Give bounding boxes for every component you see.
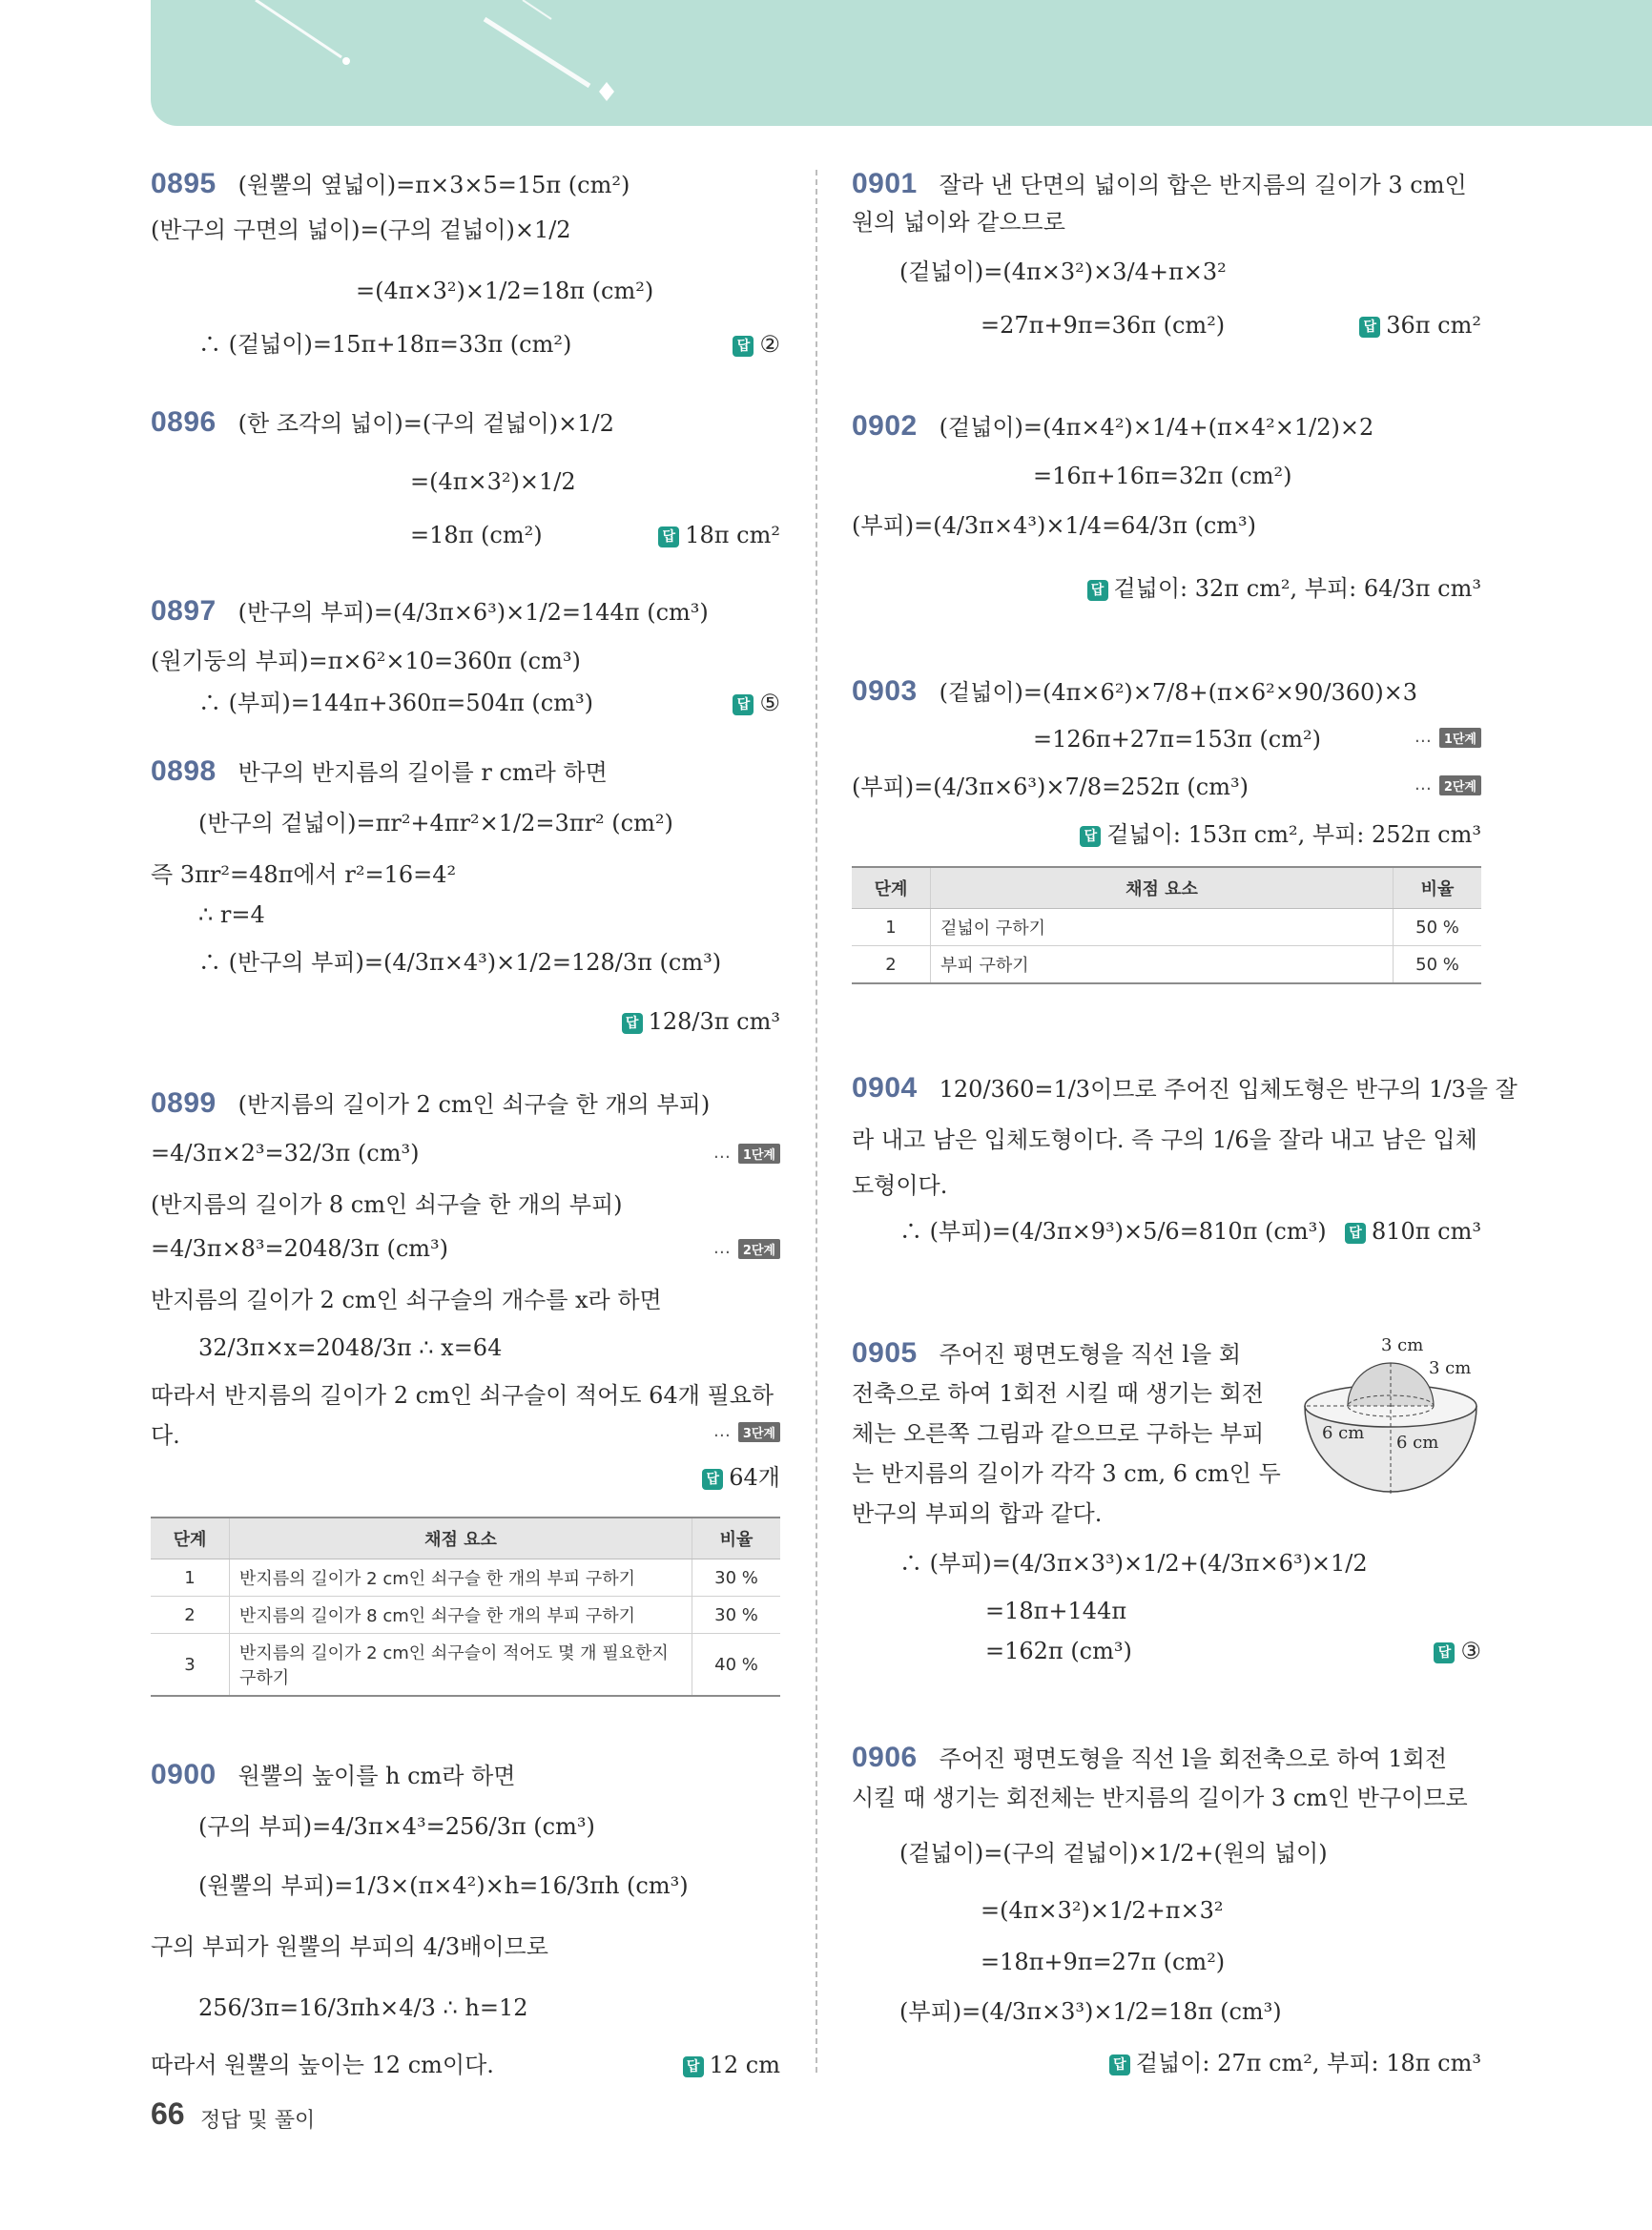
answer-icon bbox=[702, 1469, 723, 1490]
table-cell: 1 bbox=[151, 1559, 230, 1597]
problem-number: 0906 bbox=[852, 1742, 918, 1773]
problem-number: 0898 bbox=[151, 755, 217, 787]
solution-line: =(4π×3²)×1/2=18π (cm²) bbox=[356, 278, 654, 304]
solution-line: (원뿔의 부피)=1/3×(π×4²)×h=16/3πh (cm³) bbox=[198, 1872, 689, 1899]
table-row bbox=[151, 1597, 780, 1634]
answer-text: ② bbox=[759, 331, 780, 358]
step-marker: … 2단계 bbox=[713, 1238, 780, 1259]
answer-badge bbox=[658, 521, 780, 549]
problem-number: 0896 bbox=[151, 406, 217, 438]
solution-line: =4/3π×8³=2048/3π (cm³) bbox=[151, 1235, 448, 1262]
table-cell: 반지름의 길이가 2 cm인 쇠구슬 한 개의 부피 구하기 bbox=[230, 1559, 692, 1597]
solution-line: (부피)=(4/3π×6³)×7/8=252π (cm³) bbox=[852, 774, 1249, 800]
solution-line: (겉넓이)=(4π×6²)×7/8+(π×6²×90/360)×3 bbox=[939, 679, 1418, 706]
solution-line: (반구의 겉넓이)=πr²+4πr²×1/2=3πr² (cm²) bbox=[198, 810, 673, 836]
table-cell: 2 bbox=[151, 1597, 230, 1634]
answer-badge bbox=[683, 2051, 780, 2079]
solution-line: ∴ (부피)=(4/3π×9³)×5/6=810π (cm³) bbox=[899, 1218, 1327, 1245]
table-header: 채점 요소 bbox=[931, 867, 1394, 909]
step-badge: 2단계 bbox=[738, 1239, 780, 1259]
figure-label: 3 cm bbox=[1381, 1335, 1424, 1355]
step-marker: … 2단계 bbox=[1415, 774, 1481, 795]
solution-line: 반지름의 길이가 2 cm인 쇠구슬의 개수를 x라 하면 bbox=[151, 1287, 662, 1313]
table-row bbox=[852, 946, 1481, 984]
table-cell: 50 % bbox=[1394, 909, 1482, 946]
solution-line: =27π+9π=36π (cm²) bbox=[981, 312, 1226, 339]
table-header: 단계 bbox=[151, 1518, 230, 1559]
step-badge: 1단계 bbox=[738, 1144, 780, 1164]
step-badge: 2단계 bbox=[1439, 775, 1481, 795]
answer-text: 겉넓이: 27π cm², 부피: 18π cm³ bbox=[1135, 2050, 1481, 2076]
answer-icon bbox=[1359, 317, 1380, 338]
step-badge: 3단계 bbox=[738, 1422, 780, 1442]
answer-text: ⑤ bbox=[759, 690, 780, 716]
solution-line: 반구의 부피의 합과 같다. bbox=[852, 1500, 1103, 1527]
hemisphere-figure bbox=[1295, 1335, 1486, 1501]
answer-badge bbox=[1080, 820, 1481, 849]
solution-line: (원기둥의 부피)=π×6²×10=360π (cm³) bbox=[151, 648, 581, 674]
answer-text: 128/3π cm³ bbox=[648, 1008, 780, 1035]
solution-line: =16π+16π=32π (cm²) bbox=[1033, 463, 1292, 489]
figure-label: 6 cm bbox=[1322, 1423, 1365, 1443]
grading-table bbox=[151, 1517, 780, 1697]
solution-line: (부피)=(4/3π×3³)×1/2=18π (cm³) bbox=[899, 1998, 1282, 2025]
problem-number: 0899 bbox=[151, 1087, 217, 1119]
solution-line: =18π+9π=27π (cm²) bbox=[981, 1949, 1226, 1975]
solution-line: 120/360=1/3이므로 주어진 입체도형은 반구의 1/3을 잘 bbox=[939, 1076, 1518, 1103]
answer-badge bbox=[1345, 1217, 1481, 1246]
solution-line: 따라서 원뿔의 높이는 12 cm이다. bbox=[151, 2052, 494, 2078]
solution-line: 32/3π×x=2048/3π ∴ x=64 bbox=[198, 1334, 503, 1361]
answer-badge bbox=[622, 1007, 780, 1036]
solution-line: 체는 오른쪽 그림과 같으므로 구하는 부피 bbox=[852, 1420, 1265, 1447]
answer-text: 겉넓이: 32π cm², 부피: 64/3π cm³ bbox=[1113, 575, 1481, 602]
solution-line: (반지름의 길이가 8 cm인 쇠구슬 한 개의 부피) bbox=[151, 1191, 623, 1218]
answer-icon bbox=[622, 1013, 643, 1034]
problem-number: 0902 bbox=[852, 410, 918, 442]
problem-number: 0904 bbox=[852, 1072, 918, 1104]
solution-line: (겉넓이)=(4π×3²)×3/4+π×3² bbox=[899, 258, 1227, 285]
figure-label: 6 cm bbox=[1396, 1433, 1439, 1453]
answer-icon bbox=[1109, 2054, 1130, 2075]
table-header: 채점 요소 bbox=[230, 1518, 692, 1559]
solution-line: =4/3π×2³=32/3π (cm³) bbox=[151, 1140, 420, 1167]
answer-text: 겉넓이: 153π cm², 부피: 252π cm³ bbox=[1106, 821, 1481, 848]
problem-number: 0897 bbox=[151, 595, 217, 627]
solution-line: (부피)=(4/3π×4³)×1/4=64/3π (cm³) bbox=[852, 512, 1257, 539]
solution-line: 주어진 평면도형을 직선 l을 회 bbox=[939, 1341, 1242, 1368]
solution-line: 따라서 반지름의 길이가 2 cm인 쇠구슬이 적어도 64개 필요하 bbox=[151, 1382, 774, 1409]
solution-line: 는 반지름의 길이가 각각 3 cm, 6 cm인 두 bbox=[852, 1460, 1281, 1487]
solution-line: =(4π×3²)×1/2 bbox=[410, 468, 576, 495]
table-cell: 반지름의 길이가 2 cm인 쇠구슬이 적어도 몇 개 필요한지 구하기 bbox=[230, 1634, 692, 1697]
grading-table bbox=[852, 866, 1481, 984]
table-header: 비율 bbox=[1394, 867, 1482, 909]
decorative-stars-icon bbox=[151, 0, 1652, 126]
table-cell: 겉넓이 구하기 bbox=[931, 909, 1394, 946]
table-cell: 30 % bbox=[692, 1559, 781, 1597]
answer-badge bbox=[702, 1463, 780, 1492]
answer-icon bbox=[1087, 580, 1108, 601]
solution-line: 전축으로 하여 1회전 시킬 때 생기는 회전 bbox=[852, 1380, 1264, 1407]
answer-badge bbox=[1434, 1637, 1481, 1665]
solution-line: 구의 부피가 원뿔의 부피의 4/3배이므로 bbox=[151, 1933, 548, 1960]
step-marker: … 3단계 bbox=[713, 1421, 780, 1442]
problem-number: 0903 bbox=[852, 675, 918, 707]
step-marker: … 1단계 bbox=[1415, 727, 1481, 748]
solution-line: 라 내고 남은 입체도형이다. 즉 구의 1/6을 잘라 내고 남은 입체 bbox=[852, 1126, 1477, 1153]
solution-line: 주어진 평면도형을 직선 l을 회전축으로 하여 1회전 bbox=[939, 1745, 1448, 1772]
solution-line: =126π+27π=153π (cm²) bbox=[1033, 726, 1321, 753]
table-header: 비율 bbox=[692, 1518, 781, 1559]
table-cell: 부피 구하기 bbox=[931, 946, 1394, 984]
answer-icon bbox=[733, 694, 754, 715]
table-cell: 1 bbox=[852, 909, 931, 946]
solution-line: ∴ (부피)=(4/3π×3³)×1/2+(4/3π×6³)×1/2 bbox=[899, 1550, 1368, 1577]
answer-icon bbox=[1434, 1642, 1455, 1663]
answer-icon bbox=[683, 2056, 704, 2077]
answer-text: ③ bbox=[1460, 1638, 1481, 1664]
problem-number: 0895 bbox=[151, 168, 217, 199]
solution-line: (구의 부피)=4/3π×4³=256/3π (cm³) bbox=[198, 1813, 595, 1840]
solution-line: =18π+144π bbox=[985, 1598, 1127, 1624]
solution-line: 잘라 낸 단면의 넓이의 합은 반지름의 길이가 3 cm인 bbox=[939, 172, 1467, 198]
answer-badge bbox=[733, 689, 780, 717]
table-cell: 30 % bbox=[692, 1597, 781, 1634]
problem-number: 0905 bbox=[852, 1337, 918, 1369]
answer-icon bbox=[658, 527, 679, 547]
solution-line: 원의 넓이와 같으므로 bbox=[852, 209, 1065, 236]
answer-badge bbox=[1359, 311, 1481, 340]
table-row bbox=[151, 1634, 780, 1697]
solution-line: 반구의 반지름의 길이를 r cm라 하면 bbox=[237, 759, 608, 786]
problem-number: 0900 bbox=[151, 1759, 217, 1790]
answer-text: 64개 bbox=[729, 1464, 780, 1491]
solution-line: ∴ (부피)=144π+360π=504π (cm³) bbox=[198, 690, 593, 716]
solution-line: (원뿔의 옆넓이)=π×3×5=15π (cm²) bbox=[237, 172, 630, 198]
solution-line: 256/3π=16/3πh×4/3 ∴ h=12 bbox=[198, 1994, 528, 2021]
answer-text: 810π cm³ bbox=[1371, 1218, 1481, 1245]
solution-line: (겉넓이)=(구의 겉넓이)×1/2+(원의 넓이) bbox=[899, 1840, 1328, 1867]
solution-line: 즉 3πr²=48π에서 r²=16=4² bbox=[151, 861, 457, 888]
solution-line: ∴ (겉넓이)=15π+18π=33π (cm²) bbox=[198, 331, 572, 358]
solution-line: 원뿔의 높이를 h cm라 하면 bbox=[237, 1763, 516, 1789]
answer-icon bbox=[733, 336, 754, 357]
solution-line: ∴ (반구의 부피)=(4/3π×4³)×1/2=128/3π (cm³) bbox=[198, 949, 722, 976]
table-cell: 50 % bbox=[1394, 946, 1482, 984]
solution-line: =162π (cm³) bbox=[985, 1638, 1132, 1664]
solution-line: ∴ r=4 bbox=[198, 901, 265, 928]
table-cell: 반지름의 길이가 8 cm인 쇠구슬 한 개의 부피 구하기 bbox=[230, 1597, 692, 1634]
table-cell: 2 bbox=[852, 946, 931, 984]
figure-label: 3 cm bbox=[1429, 1358, 1472, 1378]
problem-number: 0901 bbox=[852, 168, 918, 199]
step-badge: 1단계 bbox=[1439, 728, 1481, 748]
answer-badge bbox=[1087, 574, 1482, 603]
solution-line: 도형이다. bbox=[852, 1172, 948, 1199]
table-cell: 40 % bbox=[692, 1634, 781, 1697]
answer-badge bbox=[733, 330, 780, 359]
solution-line: (반구의 구면의 넓이)=(구의 겉넓이)×1/2 bbox=[151, 217, 571, 243]
solution-line: 시킬 때 생기는 회전체는 반지름의 길이가 3 cm인 반구이므로 bbox=[852, 1785, 1468, 1811]
solution-line: (반구의 부피)=(4/3π×6³)×1/2=144π (cm³) bbox=[237, 599, 709, 626]
table-row bbox=[852, 909, 1481, 946]
solution-line: 다. bbox=[151, 1422, 180, 1449]
answer-text: 12 cm bbox=[709, 2052, 780, 2078]
solution-line: =18π (cm²) bbox=[410, 522, 543, 548]
answer-text: 18π cm² bbox=[685, 522, 780, 548]
answer-icon bbox=[1345, 1223, 1366, 1244]
page-number: 66 bbox=[151, 2096, 185, 2131]
answer-icon bbox=[1080, 826, 1101, 847]
step-marker: … 1단계 bbox=[713, 1143, 780, 1164]
footer-label: 정답 및 풀이 bbox=[200, 2109, 316, 2133]
solution-line: (한 조각의 넓이)=(구의 겉넓이)×1/2 bbox=[237, 410, 614, 437]
answer-badge bbox=[1109, 2049, 1481, 2077]
answer-text: 36π cm² bbox=[1386, 312, 1481, 339]
header-band bbox=[151, 0, 1652, 126]
table-header: 단계 bbox=[852, 867, 931, 909]
table-cell: 3 bbox=[151, 1634, 230, 1697]
solution-line: =(4π×3²)×1/2+π×3² bbox=[981, 1897, 1224, 1924]
solution-line: (반지름의 길이가 2 cm인 쇠구슬 한 개의 부피) bbox=[237, 1091, 711, 1118]
solution-line: (겉넓이)=(4π×4²)×1/4+(π×4²×1/2)×2 bbox=[939, 414, 1374, 441]
table-row bbox=[151, 1559, 780, 1597]
column-divider bbox=[816, 170, 817, 2073]
